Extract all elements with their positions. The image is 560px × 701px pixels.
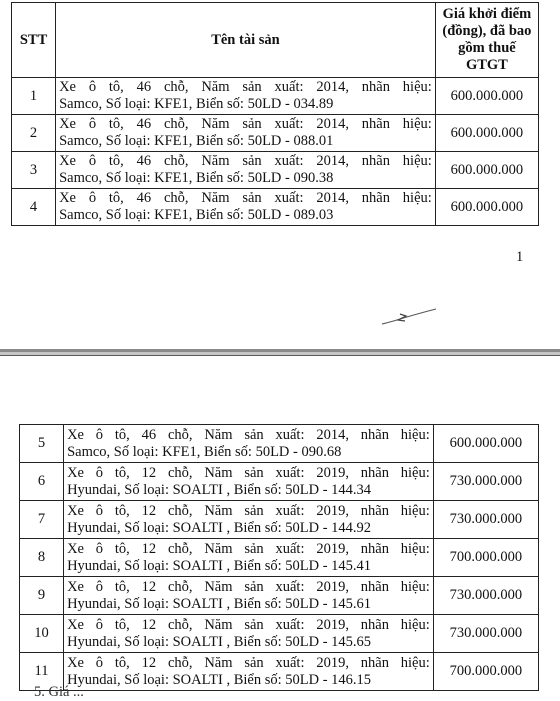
asset-description: [64, 653, 434, 691]
header-starting-price: Giá khởi điểm (đồng), đã bao gồm thuế GTGT: [435, 3, 538, 78]
handwritten-initials: [378, 306, 440, 333]
table-row: [20, 653, 539, 691]
starting-price: 700.000.000: [433, 539, 538, 577]
page-separator-edge: [0, 355, 560, 356]
row-number: 9: [20, 577, 64, 615]
row-number: 1: [12, 78, 56, 115]
starting-price: 700.000.000: [433, 653, 538, 691]
row-number: 6: [20, 463, 64, 501]
asset-description-line-2: Hyundai, Số loại: SOALTI , Biển số: 50LD - 144.34: [67, 481, 372, 498]
row-number: 7: [20, 501, 64, 539]
table-row: [20, 615, 539, 653]
asset-description: [56, 152, 436, 189]
starting-price: 730.000.000: [433, 615, 538, 653]
asset-description-line-2: Hyundai, Số loại: SOALTI , Biển số: 50LD - 145.61: [67, 595, 372, 612]
table-row: [12, 115, 539, 152]
table-row: [12, 78, 539, 115]
asset-description: [64, 539, 434, 577]
asset-description-line-2: Hyundai, Số loại: SOALTI , Biển số: 50LD - 146.15: [67, 671, 372, 688]
asset-description-line-1: Xe ô tô, 46 chỗ, Năm sản xuất: 2014, nhãn hiệu:: [59, 79, 432, 95]
row-number: 10: [20, 615, 64, 653]
asset-table-page-2: [19, 424, 539, 691]
table-row: [12, 189, 539, 226]
asset-description: [64, 615, 434, 653]
row-number: 11: [20, 653, 64, 691]
row-number: 5: [20, 425, 64, 463]
asset-description-line-2: Samco, Số loại: KFE1, Biển số: 50LD - 088.01: [59, 133, 334, 149]
row-number: 2: [12, 115, 56, 152]
table-row: [12, 152, 539, 189]
row-number: 4: [12, 189, 56, 226]
asset-description: [56, 189, 436, 226]
asset-description-line-2: Samco, Số loại: KFE1, Biển số: 50LD - 089.03: [59, 207, 334, 223]
asset-description-line-1: Xe ô tô, 12 chỗ, Năm sản xuất: 2019, nhãn hiệu:: [67, 616, 430, 633]
asset-description-line-2: Samco, Số loại: KFE1, Biển số: 50LD - 090.38: [59, 170, 334, 186]
asset-description-line-1: Xe ô tô, 46 chỗ, Năm sản xuất: 2014, nhãn hiệu:: [59, 153, 432, 169]
table-row: [20, 501, 539, 539]
asset-description: [64, 463, 434, 501]
asset-description-line-1: Xe ô tô, 46 chỗ, Năm sản xuất: 2014, nhãn hiệu:: [67, 426, 430, 443]
starting-price: 600.000.000: [435, 115, 538, 152]
asset-description: [64, 425, 434, 463]
header-asset-name: Tên tài sản: [56, 3, 436, 78]
table-row: [20, 463, 539, 501]
row-number: 8: [20, 539, 64, 577]
asset-description-line-1: Xe ô tô, 12 chỗ, Năm sản xuất: 2019, nhãn hiệu:: [67, 578, 430, 595]
asset-description-line-1: Xe ô tô, 12 chỗ, Năm sản xuất: 2019, nhãn hiệu:: [67, 464, 430, 481]
table-header-row: [12, 3, 539, 78]
starting-price: 730.000.000: [433, 577, 538, 615]
asset-description-line-1: Xe ô tô, 12 chỗ, Năm sản xuất: 2019, nhãn hiệu:: [67, 540, 430, 557]
asset-description-line-2: Hyundai, Số loại: SOALTI , Biển số: 50LD - 144.92: [67, 519, 372, 536]
table-row: [20, 539, 539, 577]
asset-description-line-2: Samco, Số loại: KFE1, Biển số: 50LD - 034.89: [59, 96, 334, 112]
table-row: [20, 425, 539, 463]
asset-description-line-2: Samco, Số loại: KFE1, Biển số: 50LD - 090.68: [67, 443, 342, 460]
page-number: 1: [516, 249, 524, 265]
starting-price: 730.000.000: [433, 463, 538, 501]
asset-table-page-1: [11, 2, 539, 226]
starting-price: 600.000.000: [435, 78, 538, 115]
asset-description-line-2: Hyundai, Số loại: SOALTI , Biển số: 50LD - 145.41: [67, 557, 372, 574]
asset-description-line-1: Xe ô tô, 46 chỗ, Năm sản xuất: 2014, nhãn hiệu:: [59, 116, 432, 132]
asset-description-line-1: Xe ô tô, 46 chỗ, Năm sản xuất: 2014, nhãn hiệu:: [59, 190, 432, 206]
header-stt: STT: [12, 3, 56, 78]
starting-price: 600.000.000: [433, 425, 538, 463]
starting-price: 730.000.000: [433, 501, 538, 539]
asset-description: [64, 501, 434, 539]
starting-price: 600.000.000: [435, 152, 538, 189]
asset-description: [64, 577, 434, 615]
row-number: 3: [12, 152, 56, 189]
asset-description-line-1: Xe ô tô, 12 chỗ, Năm sản xuất: 2019, nhãn hiệu:: [67, 654, 430, 671]
asset-description-line-2: Hyundai, Số loại: SOALTI , Biển số: 50LD - 145.65: [67, 633, 372, 650]
starting-price: 600.000.000: [435, 189, 538, 226]
table-row: [20, 577, 539, 615]
asset-description: [56, 78, 436, 115]
asset-description-line-1: Xe ô tô, 12 chỗ, Năm sản xuất: 2019, nhãn hiệu:: [67, 502, 430, 519]
asset-description: [56, 115, 436, 152]
cutoff-paragraph: 5. Giá ...: [34, 684, 84, 700]
